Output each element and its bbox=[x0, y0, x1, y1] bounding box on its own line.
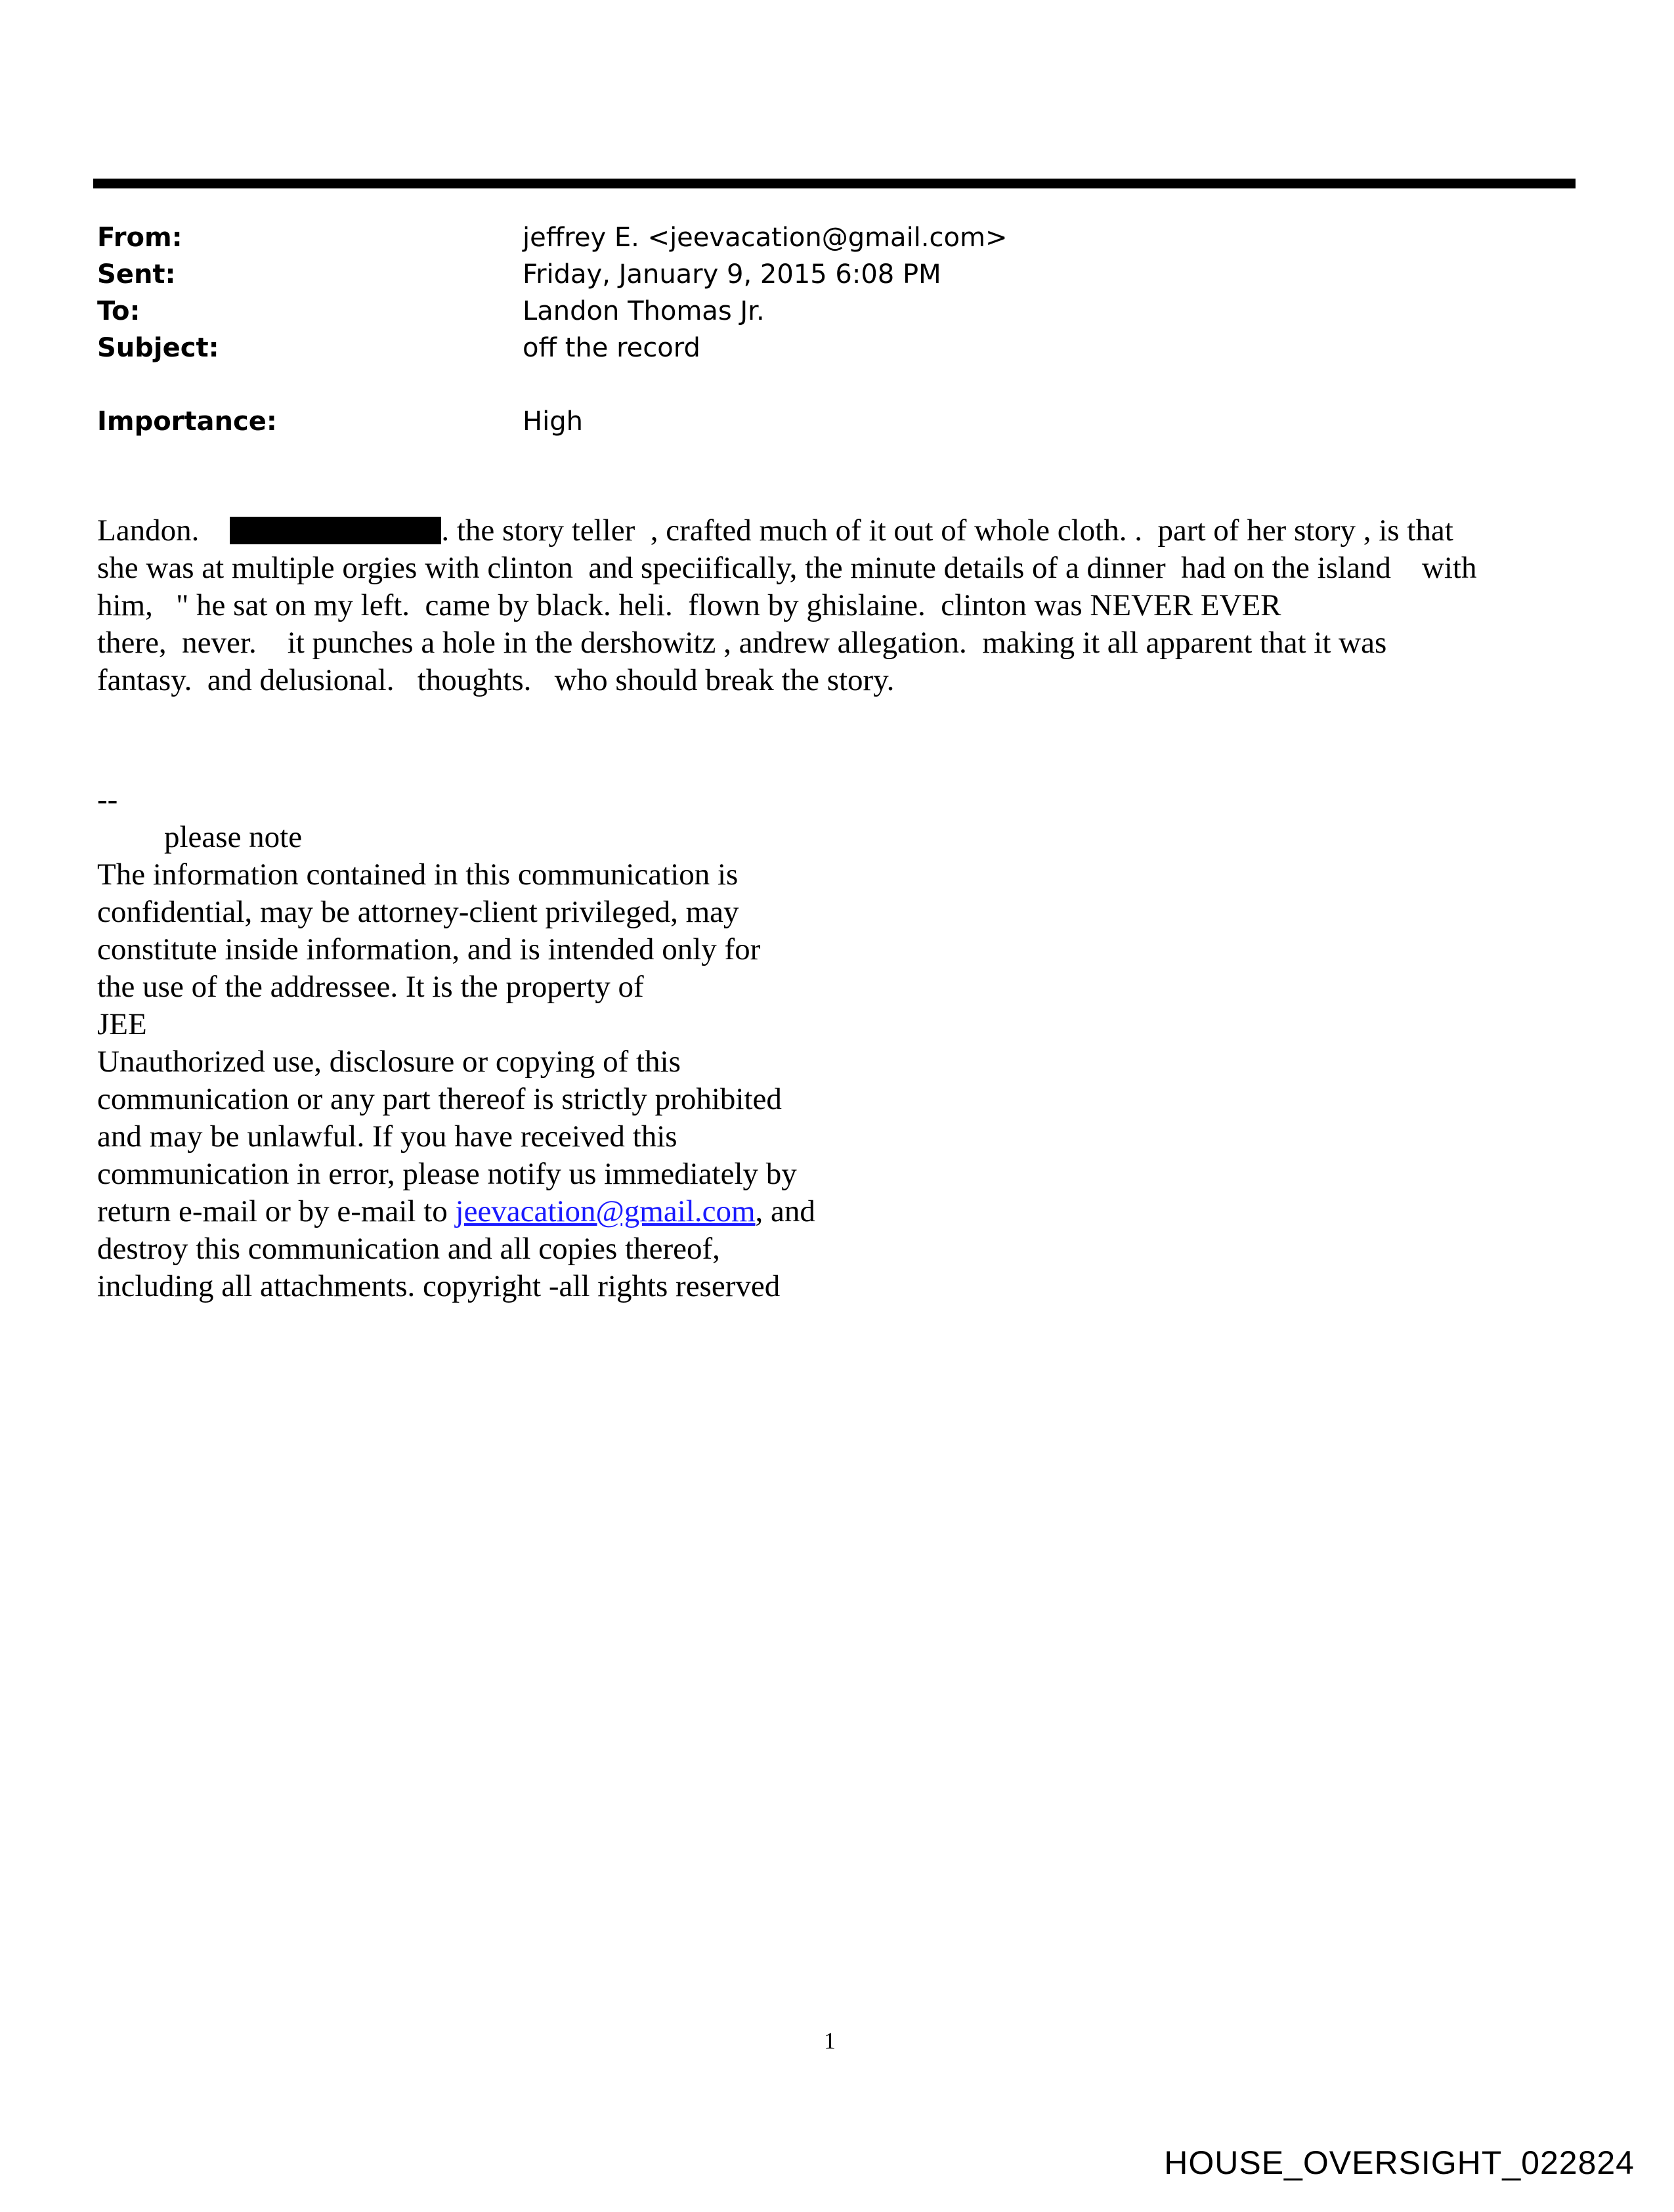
disclaimer-line: and may be unlawful. If you have received this bbox=[97, 1119, 677, 1154]
from-label: From: bbox=[97, 223, 182, 253]
page-number: 1 bbox=[824, 2028, 836, 2054]
sent-value: Friday, January 9, 2015 6:08 PM bbox=[523, 259, 941, 290]
bates-number: HOUSE_OVERSIGHT_022824 bbox=[1164, 2144, 1635, 2181]
disclaimer-line: JEE bbox=[97, 1007, 147, 1041]
disclaimer-line: Unauthorized use, disclosure or copying of this bbox=[97, 1045, 681, 1079]
message-line-5: fantasy. and delusional. thoughts. who should break the story. bbox=[97, 663, 895, 697]
disclaimer-line: including all attachments. copyright -all rights reserved bbox=[97, 1269, 781, 1303]
signature-block bbox=[97, 781, 1016, 1305]
message-line-1-start: Landon. bbox=[97, 513, 230, 548]
signature-separator: -- bbox=[97, 783, 118, 817]
header-rule bbox=[93, 179, 1576, 188]
message-line-1-end: . the story teller , crafted much of it out of whole cloth. . part of her story , is that bbox=[441, 513, 1453, 548]
email-link[interactable]: jeevacation@gmail.com bbox=[455, 1194, 756, 1228]
to-label: To: bbox=[97, 296, 140, 326]
subject-label: Subject: bbox=[97, 333, 219, 363]
disclaimer-line-end: , and bbox=[755, 1194, 815, 1228]
disclaimer-line-start: return e-mail or by e-mail to bbox=[97, 1194, 456, 1228]
sent-label: Sent: bbox=[97, 259, 176, 290]
disclaimer-line: the use of the addressee. It is the property of bbox=[97, 970, 644, 1004]
redaction-block bbox=[230, 517, 441, 544]
to-value: Landon Thomas Jr. bbox=[523, 296, 765, 326]
disclaimer-line: The information contained in this communication is bbox=[97, 857, 739, 892]
disclaimer-line: communication or any part thereof is strictly prohibited bbox=[97, 1082, 782, 1116]
message-line-2: she was at multiple orgies with clinton and speciifically, the minute details of a dinner had on the island with bbox=[97, 551, 1477, 585]
message-line-1 bbox=[97, 512, 1581, 550]
from-value: jeffrey E. <jeevacation@gmail.com> bbox=[523, 223, 1008, 253]
message-body bbox=[97, 512, 1581, 699]
disclaimer-line: destroy this communication and all copies thereof, bbox=[97, 1232, 720, 1266]
subject-value: off the record bbox=[523, 333, 700, 363]
message-line-4: there, never. it punches a hole in the dershowitz , andrew allegation. making it all apparent that it was bbox=[97, 626, 1387, 660]
please-note: please note bbox=[164, 820, 303, 854]
disclaimer-line: constitute inside information, and is intended only for bbox=[97, 932, 761, 966]
disclaimer-line bbox=[97, 1193, 1016, 1230]
importance-label: Importance: bbox=[97, 406, 277, 437]
message-line-3: him, " he sat on my left. came by black. heli. flown by ghislaine. clinton was NEVER EVER bbox=[97, 588, 1281, 622]
disclaimer-line: confidential, may be attorney-client privileged, may bbox=[97, 895, 739, 929]
importance-value: High bbox=[523, 406, 583, 437]
disclaimer-line: communication in error, please notify us immediately by bbox=[97, 1157, 797, 1191]
